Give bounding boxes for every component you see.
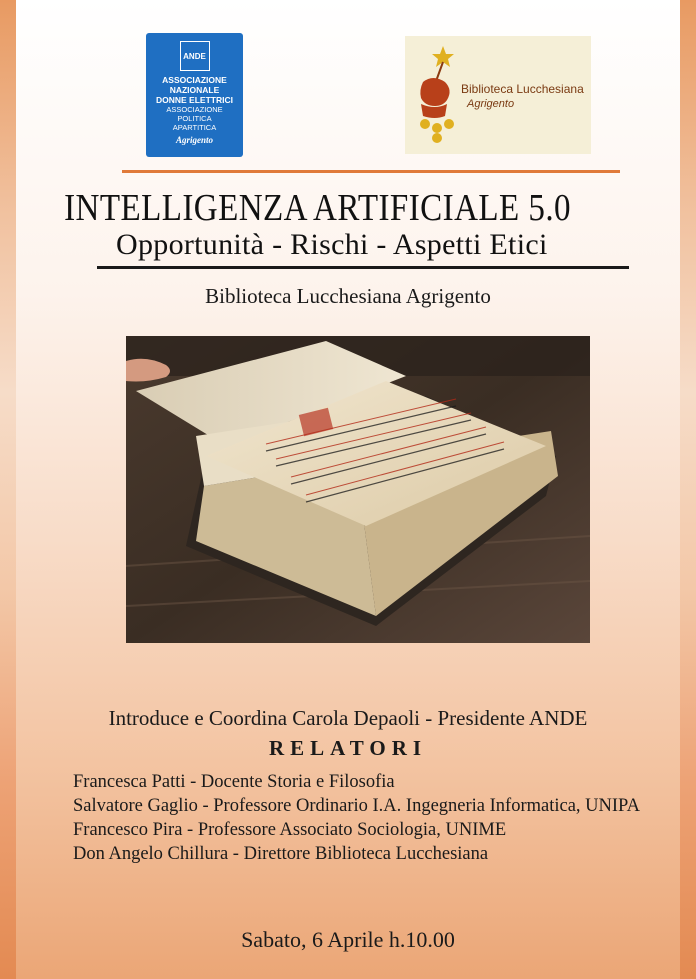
ande-line: ASSOCIAZIONE xyxy=(162,75,227,85)
speaker-item: Salvatore Gaglio - Professore Ordinario I.A. Ingegneria Informatica, UNIPA xyxy=(73,796,640,816)
ande-line: APARTITICA xyxy=(172,123,217,132)
speakers-heading: RELATORI xyxy=(268,736,428,760)
ande-logo xyxy=(146,33,243,157)
speaker-item: Francesco Pira - Professore Associato Sociologia, UNIME xyxy=(73,820,507,840)
book-illustration xyxy=(126,336,590,643)
library-logo xyxy=(405,36,591,154)
ande-line: ASSOCIAZIONE xyxy=(166,105,223,114)
event-title: INTELLIGENZA ARTIFICIALE 5.0 xyxy=(64,187,572,229)
event-date: Sabato, 6 Aprile h.10.00 xyxy=(241,927,455,952)
intro-coordinator: Introduce e Coordina Carola Depaoli - Presidente ANDE xyxy=(108,706,588,730)
lion-emblem-icon xyxy=(413,44,463,144)
antique-book-photo xyxy=(126,336,590,643)
ande-city: Agrigento xyxy=(175,135,213,145)
event-venue: Biblioteca Lucchesiana Agrigento xyxy=(205,284,491,308)
speaker-item: Don Angelo Chillura - Direttore Biblioteca Lucchesiana xyxy=(73,844,489,864)
library-logo-city: Agrigento xyxy=(467,98,515,110)
speaker-list xyxy=(73,770,673,866)
orange-divider xyxy=(122,170,620,173)
speaker-item: Francesca Patti - Docente Storia e Filosofia xyxy=(73,772,395,792)
event-subtitle: Opportunità - Rischi - Aspetti Etici xyxy=(116,228,548,261)
library-logo-name: Biblioteca Lucchesiana xyxy=(461,82,584,96)
black-divider xyxy=(97,266,629,269)
ande-line: POLITICA xyxy=(177,114,212,123)
ande-line: NAZIONALE xyxy=(169,85,220,95)
ande-line: DONNE ELETTRICI xyxy=(156,95,233,105)
ande-mark: ANDE xyxy=(180,41,210,71)
